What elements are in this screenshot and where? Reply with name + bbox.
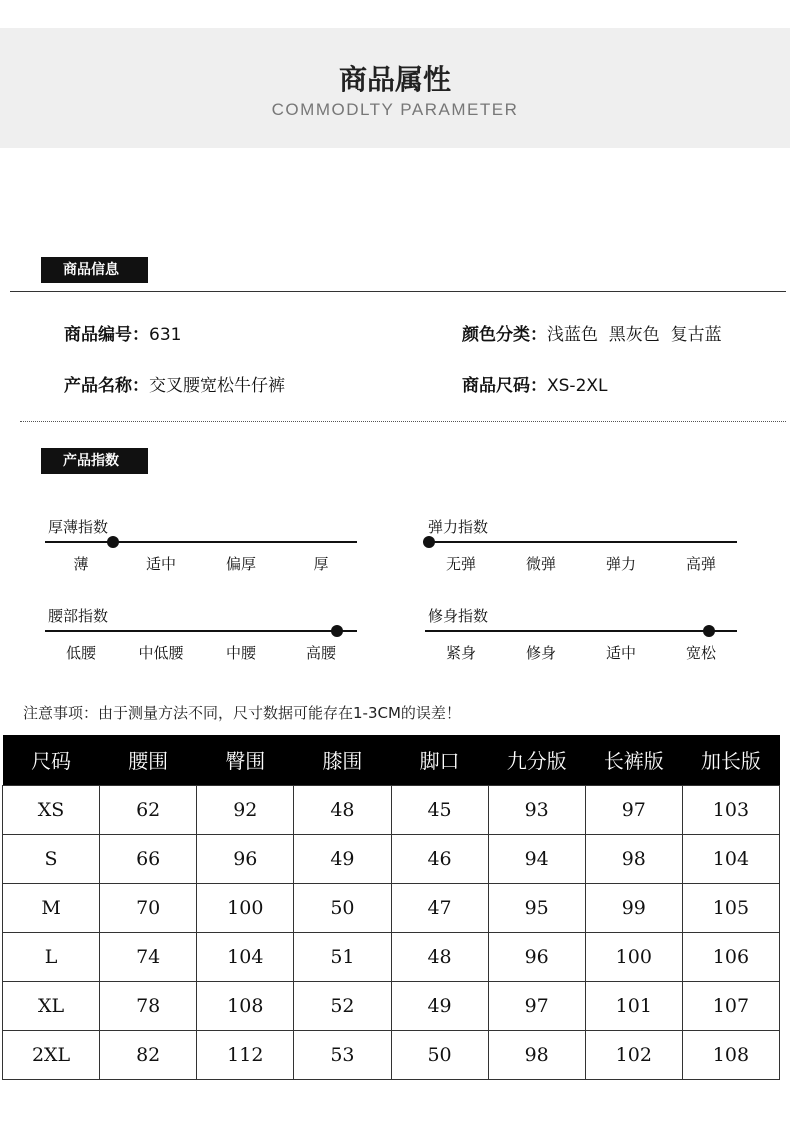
measurement-cell: 53 bbox=[294, 1030, 391, 1079]
scale-label: 中腰 bbox=[225, 644, 256, 662]
scale-label: 适中 bbox=[145, 555, 176, 573]
scale-title: 腰部指数 bbox=[48, 607, 109, 625]
measurement-cell: 108 bbox=[197, 981, 294, 1030]
scale-title: 弹力指数 bbox=[428, 518, 489, 536]
size-table-header-row bbox=[3, 735, 780, 785]
measurement-cell: 45 bbox=[391, 785, 488, 834]
product-info-tag: 商品信息 bbox=[41, 257, 148, 283]
measurement-cell: 101 bbox=[585, 981, 682, 1030]
measurement-cell: 105 bbox=[682, 883, 779, 932]
section-divider bbox=[10, 291, 786, 292]
size-cell: XS bbox=[3, 785, 100, 834]
scale-label: 修身 bbox=[525, 644, 556, 662]
measurement-cell: 70 bbox=[100, 883, 197, 932]
column-header: 九分版 bbox=[488, 735, 585, 785]
info-label: 产品名称： bbox=[64, 376, 149, 396]
measurement-notice: 注意事项：由于测量方法不同，尺寸数据可能存在1-3CM的误差！ bbox=[23, 704, 461, 722]
measurement-cell: 98 bbox=[488, 1030, 585, 1079]
measurement-cell: 50 bbox=[391, 1030, 488, 1079]
info-item-sizes bbox=[462, 371, 608, 396]
table-row bbox=[3, 981, 780, 1030]
column-header: 膝围 bbox=[294, 735, 391, 785]
info-value: XS-2XL bbox=[547, 376, 608, 396]
scale-label: 高腰 bbox=[305, 644, 336, 662]
scale-label: 微弹 bbox=[525, 555, 556, 573]
measurement-cell: 108 bbox=[682, 1030, 779, 1079]
column-header: 腰围 bbox=[100, 735, 197, 785]
scale-marker bbox=[423, 536, 435, 548]
page-title: 商品属性 bbox=[338, 63, 451, 96]
scale-label: 弹力 bbox=[605, 555, 636, 573]
info-label: 商品尺码： bbox=[462, 376, 547, 396]
measurement-cell: 66 bbox=[100, 834, 197, 883]
info-value: 交叉腰宽松牛仔裤 bbox=[149, 376, 285, 396]
scale-line bbox=[45, 541, 357, 543]
scale-line bbox=[45, 630, 357, 632]
fit-index-scale bbox=[425, 605, 737, 675]
scale-label: 厚 bbox=[313, 555, 329, 573]
scale-title: 厚薄指数 bbox=[48, 518, 109, 536]
table-row bbox=[3, 883, 780, 932]
info-item-colors bbox=[462, 320, 722, 345]
table-row bbox=[3, 785, 780, 834]
measurement-cell: 62 bbox=[100, 785, 197, 834]
measurement-cell: 97 bbox=[488, 981, 585, 1030]
column-header: 脚口 bbox=[391, 735, 488, 785]
size-cell: XL bbox=[3, 981, 100, 1030]
measurement-cell: 104 bbox=[682, 834, 779, 883]
measurement-cell: 103 bbox=[682, 785, 779, 834]
column-header: 尺码 bbox=[3, 735, 100, 785]
measurement-cell: 92 bbox=[197, 785, 294, 834]
table-row bbox=[3, 834, 780, 883]
info-item-code bbox=[64, 320, 181, 345]
waist-index-scale bbox=[45, 605, 357, 675]
measurement-cell: 51 bbox=[294, 932, 391, 981]
table-row bbox=[3, 1030, 780, 1079]
measurement-cell: 82 bbox=[100, 1030, 197, 1079]
scale-title: 修身指数 bbox=[428, 607, 489, 625]
measurement-cell: 48 bbox=[294, 785, 391, 834]
measurement-cell: 100 bbox=[585, 932, 682, 981]
info-label: 商品编号： bbox=[64, 325, 149, 345]
measurement-cell: 97 bbox=[585, 785, 682, 834]
measurement-cell: 102 bbox=[585, 1030, 682, 1079]
elasticity-index-scale bbox=[425, 516, 737, 586]
measurement-cell: 112 bbox=[197, 1030, 294, 1079]
product-index-tag: 产品指数 bbox=[41, 448, 148, 474]
size-table bbox=[2, 735, 780, 1080]
measurement-cell: 95 bbox=[488, 883, 585, 932]
scale-label: 偏厚 bbox=[225, 555, 256, 573]
measurement-cell: 94 bbox=[488, 834, 585, 883]
measurement-cell: 46 bbox=[391, 834, 488, 883]
info-item-name bbox=[64, 371, 285, 396]
measurement-cell: 48 bbox=[391, 932, 488, 981]
column-header: 臀围 bbox=[197, 735, 294, 785]
measurement-cell: 78 bbox=[100, 981, 197, 1030]
measurement-cell: 50 bbox=[294, 883, 391, 932]
table-row bbox=[3, 932, 780, 981]
column-header: 长裤版 bbox=[585, 735, 682, 785]
scale-label: 适中 bbox=[605, 644, 636, 662]
scale-marker bbox=[703, 625, 715, 637]
measurement-cell: 100 bbox=[197, 883, 294, 932]
scale-marker bbox=[331, 625, 343, 637]
thickness-index-scale bbox=[45, 516, 357, 586]
measurement-cell: 104 bbox=[197, 932, 294, 981]
scale-line bbox=[425, 630, 737, 632]
scale-label: 宽松 bbox=[685, 644, 716, 662]
column-header: 加长版 bbox=[682, 735, 779, 785]
measurement-cell: 93 bbox=[488, 785, 585, 834]
scale-line bbox=[425, 541, 737, 543]
info-value: 浅蓝色 黑灰色 复古蓝 bbox=[547, 325, 722, 345]
scale-label: 低腰 bbox=[65, 644, 96, 662]
measurement-cell: 107 bbox=[682, 981, 779, 1030]
measurement-cell: 49 bbox=[391, 981, 488, 1030]
header-banner bbox=[0, 28, 790, 148]
measurement-cell: 52 bbox=[294, 981, 391, 1030]
measurement-cell: 96 bbox=[488, 932, 585, 981]
measurement-cell: 106 bbox=[682, 932, 779, 981]
measurement-cell: 98 bbox=[585, 834, 682, 883]
size-cell: S bbox=[3, 834, 100, 883]
measurement-cell: 47 bbox=[391, 883, 488, 932]
size-cell: L bbox=[3, 932, 100, 981]
info-value: 631 bbox=[149, 325, 182, 345]
measurement-cell: 74 bbox=[100, 932, 197, 981]
scale-label: 薄 bbox=[73, 555, 89, 573]
size-cell: 2XL bbox=[3, 1030, 100, 1079]
dotted-divider bbox=[20, 421, 786, 422]
scale-marker bbox=[107, 536, 119, 548]
measurement-cell: 96 bbox=[197, 834, 294, 883]
measurement-cell: 99 bbox=[585, 883, 682, 932]
info-label: 颜色分类： bbox=[462, 325, 547, 345]
measurement-cell: 49 bbox=[294, 834, 391, 883]
scale-label: 无弹 bbox=[445, 555, 476, 573]
page-subtitle: COMMODLTY PARAMETER bbox=[271, 100, 519, 119]
scale-label: 中低腰 bbox=[138, 644, 184, 662]
scale-label: 高弹 bbox=[685, 555, 716, 573]
scale-label: 紧身 bbox=[445, 644, 476, 662]
size-cell: M bbox=[3, 883, 100, 932]
